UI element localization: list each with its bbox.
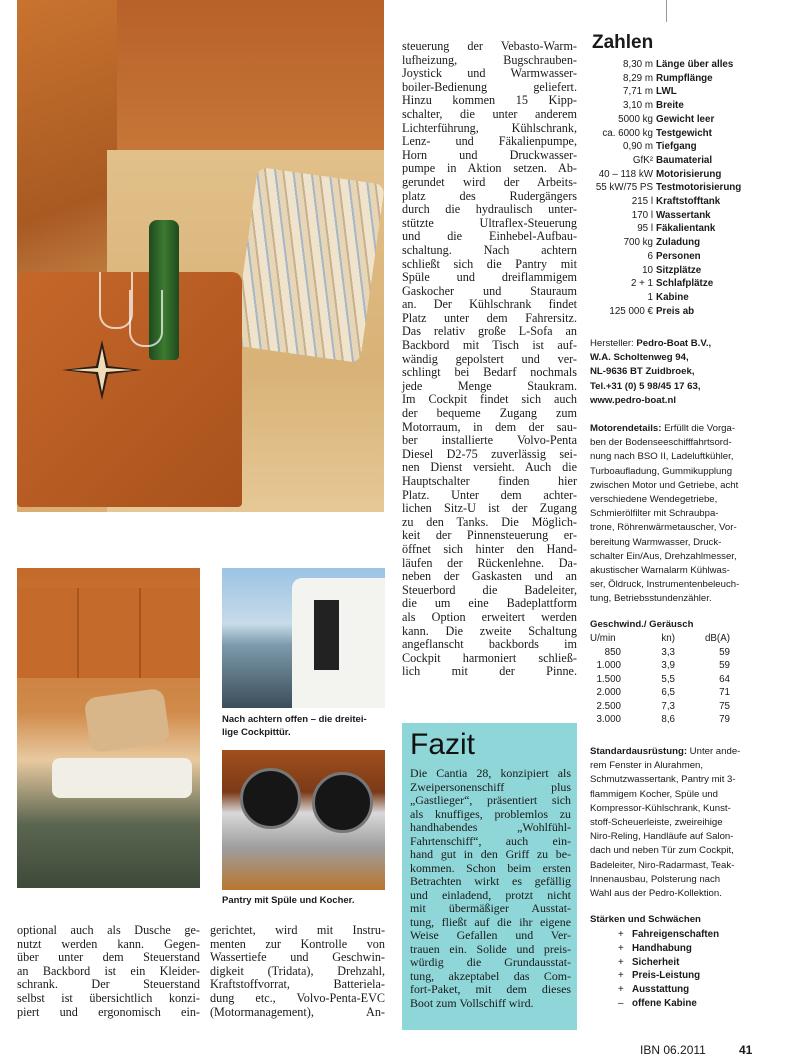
spec-value: 170 l: [631, 209, 653, 221]
fazit-text: [410, 767, 571, 1010]
article-column-1-bottom: [17, 924, 200, 1019]
text-line: (Motormanagement), An-: [210, 1004, 385, 1019]
text-line: an Backbord ist ein Kleider-: [17, 963, 200, 978]
text-line: menten zur Kontrolle von: [210, 936, 385, 951]
pro-con-item: Fahreigenschaften: [632, 929, 720, 940]
text-line: öffnet sich hinter den Hand-: [402, 541, 577, 556]
spec-label: Preis ab: [656, 305, 695, 317]
spec-value: 8,30 m: [623, 59, 653, 70]
speed-cell: 71: [719, 687, 730, 699]
text-line: Schmutzwassertank, Pantry mit 3-: [590, 774, 736, 786]
spec-label: Kraftstofftank: [656, 196, 721, 207]
text-line: Wassertiefe und Geschwin-: [210, 950, 385, 965]
speed-row: [590, 686, 730, 700]
text-line: keit der Pinnensteuerung er-: [402, 528, 577, 543]
col-knots: kn): [661, 633, 675, 645]
data-sidebar: [590, 0, 790, 1030]
spec-label: Baumaterial: [656, 154, 713, 166]
fazit-title: Fazit: [410, 728, 476, 761]
spec-value: 55 kW/75 PS: [595, 182, 653, 194]
spec-row: [590, 209, 790, 223]
col-db: dB(A): [704, 633, 730, 645]
text-line: Hauptschalter finden hier: [402, 474, 577, 488]
speed-table: [590, 632, 730, 727]
text-line: tung, fließt auf die ihr eigene: [410, 914, 571, 929]
text-line: Wahl aus der Pedro-Kollektion.: [590, 888, 722, 900]
spec-row: [590, 291, 790, 305]
speed-cell: 1.000: [596, 660, 621, 672]
spec-value: GfK²: [632, 154, 653, 166]
text-span: Unter ande-: [687, 746, 741, 757]
text-line: Weise Gefallen und Ver-: [410, 928, 571, 942]
speed-cell: 7,3: [661, 700, 675, 712]
cupboards: [17, 588, 200, 678]
text-line: Fahrtenschiff“, auch ein-: [410, 833, 571, 848]
spec-label: Gewicht leer: [656, 113, 715, 125]
speed-cell: 6,5: [661, 687, 675, 699]
text-line: digkeit (Tridata), Drehzahl,: [210, 963, 385, 978]
text-line: Kompressor-Kühlschrank, Kunst-: [590, 802, 731, 814]
text-line: gerichtet, wird mit Instru-: [210, 923, 385, 937]
text-line: Badeleiter, Niro-Radarmast, Teak-: [590, 859, 735, 871]
speed-row: [590, 659, 730, 673]
text-line: Zweipersonenschiff plus: [410, 779, 571, 794]
text-line: über unter dem Steuerstand: [17, 950, 200, 965]
spec-row: [590, 72, 790, 86]
text-line: ber installierte Volvo-Penta: [402, 433, 577, 448]
text-line: mit übermäßiger Ausstat-: [410, 901, 571, 915]
cockpit-door: [314, 600, 339, 670]
speed-row: [590, 646, 730, 660]
spec-row: [590, 181, 790, 195]
text-line: Die Cantia 28, konzipiert als: [410, 766, 571, 780]
text-line: Spüle und dreiflammigem: [402, 270, 577, 285]
text-line: schließt sich die Pantry mit: [402, 256, 577, 271]
spec-row: [590, 250, 790, 264]
text-line: dach und neben Tür zum Cockpit,: [590, 845, 734, 857]
spec-value: 40 – 118 kW: [598, 168, 653, 180]
col-rpm: U/min: [590, 633, 616, 645]
text-line: Joystick und Warmwasser-: [402, 66, 577, 81]
spec-value: 2 + 1: [630, 278, 653, 290]
text-line: Platz. Unter dem achter-: [402, 487, 577, 502]
speed-row: [590, 700, 730, 714]
text-line: lich mit der Pinne.: [402, 664, 577, 679]
text-line: ser, Öldruck, Instrumentenbeleuch-: [590, 579, 740, 591]
speed-cell: 75: [719, 700, 730, 712]
text-line: durch die hydraulisch unter-: [402, 202, 577, 217]
spec-label: LWL: [656, 86, 677, 98]
text-line: stützte Ultraflex-Steuerung: [402, 215, 577, 230]
spec-row: [590, 58, 790, 72]
spec-label: Testmotorisierung: [656, 182, 742, 194]
speed-cell: 3,3: [661, 646, 675, 658]
spec-label: Breite: [656, 100, 684, 112]
pro-con-item: Handhabung: [632, 942, 692, 954]
text-line: Niro-Reling, Handläufe auf Salon-: [590, 831, 734, 843]
text-line: kommen. Schon beim ersten: [410, 860, 571, 875]
text-line: Boot zum Vollschiff wird.: [410, 995, 534, 1010]
speed-cell: 64: [719, 673, 730, 685]
text-line: an. Der Kühlschrank findet: [402, 297, 577, 312]
text-line: als knuffiges, problemlos zu: [410, 806, 571, 821]
text-line: Das relativ große L-Sofa an: [402, 324, 577, 339]
speed-cell: 1.500: [596, 673, 621, 685]
text-line: Cockpit harmoniert schließ-: [402, 650, 577, 665]
text-line: gerundet wird der Arbeits-: [402, 174, 577, 189]
article-column-2: [402, 40, 577, 679]
speed-title: Geschwind./ Geräusch: [590, 619, 694, 630]
spec-row: [590, 127, 790, 141]
text-line: fort-Paket, mit dem dieses: [410, 982, 571, 996]
spec-row: [590, 277, 790, 291]
text-line: kann. Die zweite Schaltung: [402, 623, 577, 638]
spec-value: 215 l: [631, 196, 653, 207]
spec-row: [590, 99, 790, 113]
spec-row: [590, 85, 790, 99]
text-line: wändig gepolstert und ver-: [402, 351, 577, 366]
speed-cell: 5,5: [661, 673, 675, 685]
text-line: Lenz- und Fäkalienpumpe,: [402, 134, 577, 149]
spec-row: [590, 168, 790, 182]
text-line: als Option erweitert werden: [402, 609, 577, 624]
spec-row: [590, 236, 790, 250]
pro-con-item: Preis-Leistung: [632, 970, 701, 982]
speed-cell: 59: [719, 660, 730, 672]
spec-label: Zuladung: [656, 237, 701, 249]
text-line: ben der Bodenseeschifffahrtsord-: [590, 437, 732, 449]
text-line: lichen Sitz-U ist der Zugang: [402, 501, 577, 516]
standard-equipment: [590, 745, 780, 901]
striped-cushion: [233, 167, 384, 363]
text-line: angeflanscht backbords im: [402, 637, 577, 652]
text-line: der bequeme Zugang zum: [402, 406, 577, 421]
spec-label: Wassertank: [656, 209, 711, 221]
speed-cell: 59: [719, 646, 730, 658]
zahlen-title: Zahlen: [592, 32, 654, 53]
text-line: [590, 745, 780, 759]
spec-label: Tiefgang: [656, 141, 697, 153]
spec-label: Sitzplätze: [656, 264, 702, 276]
spec-value: 8,29 m: [623, 72, 653, 84]
text-line: „Gastlieger“, präsentiert sich: [410, 793, 571, 807]
spec-label: Kabine: [656, 291, 689, 303]
text-line: Gaskocher und Stauraum: [402, 283, 577, 298]
speed-row: [590, 713, 730, 727]
text-line: Horn und Druckwasser-: [402, 147, 577, 162]
text-line: boiler-Bedienung geliefert.: [402, 79, 577, 94]
wine-glass: [99, 272, 133, 329]
page-number: 41: [739, 1043, 753, 1057]
text-line: platz des Rudergängers: [402, 188, 577, 203]
speed-cell: 79: [719, 714, 730, 726]
spec-row: [590, 140, 790, 154]
spec-value: 6: [647, 250, 653, 262]
spec-value: 125 000 €: [609, 305, 653, 317]
pro-con-sign: +: [618, 942, 624, 954]
spec-row: [590, 264, 790, 278]
text-line: trauen ein. Solide und preis-: [410, 941, 571, 956]
pillow: [84, 688, 171, 754]
speed-cell: 2.000: [596, 687, 621, 699]
text-line: und die Einhebel-Aufbau-: [402, 229, 577, 244]
text-line: zwischen Motor und Getriebe, acht: [590, 479, 739, 491]
spec-label: Fäkalientank: [656, 223, 716, 235]
spec-row: [590, 222, 790, 236]
folded-blanket: [52, 758, 192, 798]
text-line: piert und ergonomisch ein-: [17, 1004, 200, 1019]
cockpit-caption: Nach achtern offen – die dreitei- lige Cockpittür.: [222, 714, 367, 738]
speed-cell: 3,9: [661, 660, 675, 672]
spec-row: [590, 154, 790, 168]
sink-lid: [312, 772, 373, 833]
wine-glass: [129, 290, 163, 347]
pro-con-item: Sicherheit: [632, 956, 680, 968]
text-line: Schmierölfilter mit Schraubpa-: [590, 508, 719, 520]
spec-label: Personen: [656, 250, 701, 262]
text-line: Backbord mit Tisch ist auf-: [402, 338, 577, 353]
text-line: steuerung der Vebasto-Warm-: [402, 39, 577, 53]
text-line: Hinzu kommen 15 Kipp-: [402, 93, 577, 108]
text-span: Erfüllt die Vorga-: [661, 423, 736, 434]
text-line: läufen der Rückenlehne. Da-: [402, 555, 577, 570]
pro-con-sign: +: [618, 929, 624, 940]
speed-cell: 3.000: [596, 714, 621, 726]
standard-equipment-label: Standardausrüstung:: [590, 746, 688, 757]
cabin-photo: [17, 568, 200, 888]
pantry-caption: Pantry mit Spüle und Kocher.: [222, 895, 355, 906]
spec-label: Rumpflänge: [656, 72, 713, 84]
text-line: flammigem Kocher, Spüle und: [590, 788, 718, 800]
text-line: schlingt bei Bedarf nochmals: [402, 365, 577, 380]
text-line: nung nach BSO II, Ladeluftkühler,: [590, 451, 734, 463]
text-line: Motorraum, in dem der sau-: [402, 419, 577, 434]
engine-details-label: Motorendetails:: [590, 423, 662, 434]
text-line: Innenausbau, Polsterung nach: [590, 873, 721, 885]
text-line: würdig die Grundausstat-: [410, 955, 571, 969]
pantry-photo: [222, 750, 385, 890]
text-line: selbst ist übersichtlich konzi-: [17, 990, 200, 1005]
spec-value: 1: [647, 291, 653, 303]
text-line: Betrachten wirkt es gefällig: [410, 874, 571, 888]
spec-row: [590, 305, 790, 319]
pro-con-item: offene Kabine: [632, 998, 697, 1009]
salon-photo: [17, 0, 384, 512]
spec-value: 0,90 m: [623, 141, 653, 153]
text-line: Platz unter dem Fahrersitz.: [402, 310, 577, 325]
text-line: tung, Betriebsstundenzähler.: [590, 593, 712, 605]
spec-row: [590, 113, 790, 127]
pro-con-sign: +: [618, 970, 624, 982]
speed-row: [590, 673, 730, 687]
text-line: schrank. Der Steuerstand: [17, 977, 200, 992]
text-line: Lichterführung, Kühlschrank,: [402, 120, 577, 135]
text-line: nutzt werden kann. Gegen-: [17, 936, 200, 951]
speed-cell: 850: [604, 646, 621, 658]
manufacturer-info: Hersteller: Pedro-Boat B.V., W.A. Scholtenweg 94, NL-9636 BT Zuidbroek, Tel.+31 (0) 5 98/45 17 63, www.pedro-boat.nl: [590, 338, 712, 406]
text-line: optional auch als Dusche ge-: [17, 923, 200, 937]
text-line: handhabendes „Wohlfühl-: [410, 820, 571, 834]
text-line: pumpe in Aktion setzen. Ab-: [402, 161, 577, 176]
text-line: rem Fenster in Alurahmen,: [590, 760, 704, 772]
text-line: hand gut in den Griff zu be-: [410, 847, 571, 861]
cockpit-photo: [222, 568, 385, 708]
spec-value: 95 l: [637, 223, 653, 235]
text-line: schalter, die unter anderem: [402, 106, 577, 121]
spec-label: Länge über alles: [656, 59, 734, 70]
text-line: schalter Ein/Aus, Drehzahlmesser,: [590, 550, 737, 562]
article-column-2-bottom: [210, 924, 385, 1019]
text-line: nen Dienst versieht. Auch die: [402, 460, 577, 475]
spec-value: 7,71 m: [623, 86, 653, 98]
text-line: schaltung. Nach achtern: [402, 242, 577, 257]
text-line: jede Menge Staukram.: [402, 378, 577, 393]
stove-lid: [240, 768, 301, 829]
text-line: stoff-Scheuerleiste, zweireihige: [590, 817, 723, 829]
text-line: verschiedene Wendegetriebe,: [590, 494, 718, 506]
pro-con-item: Ausstattung: [632, 984, 690, 996]
spec-value: ca. 6000 kg: [602, 127, 653, 139]
spec-value: 10: [642, 264, 653, 276]
text-line: [590, 422, 780, 436]
spec-label: Testgewicht: [656, 127, 712, 139]
pro-con-sign: –: [618, 998, 624, 1009]
compass-rose-icon: [62, 340, 142, 400]
text-line: dung etc., Volvo-Penta-EVC: [210, 990, 385, 1005]
spec-row: [590, 195, 790, 209]
text-line: akustischer Warnalarm Kühlwas-: [590, 565, 730, 577]
engine-details: [590, 422, 780, 607]
text-line: Diesel D2-75 zuverlässig sei-: [402, 446, 577, 461]
text-line: neben der Gaskasten und an: [402, 569, 577, 584]
text-line: und einladend, protzt nicht: [410, 887, 571, 902]
pros-cons-title: Stärken und Schwächen: [590, 914, 701, 925]
speed-cell: 8,6: [661, 714, 675, 726]
text-line: Kraftstoffvorrat, Batteriela-: [210, 977, 385, 992]
spec-value: 700 kg: [623, 237, 653, 249]
text-line: trone, Röhrenwärmetauscher, Vor-: [590, 522, 737, 534]
spec-value: 5000 kg: [618, 113, 653, 125]
text-line: Turboaufladung, Gummikupplung: [590, 465, 733, 477]
text-line: zu den Tanks. Die Möglich-: [402, 514, 577, 529]
speed-cell: 2.500: [596, 700, 621, 712]
spec-value: 3,10 m: [623, 100, 653, 112]
spec-label: Motorisierung: [656, 168, 722, 180]
manufacturer-label: Hersteller:: [590, 338, 634, 349]
text-line: Steuerbord die Badeleiter,: [402, 582, 577, 597]
text-line: lufheizung, Bugschrauben-: [402, 52, 577, 67]
pro-con-sign: +: [618, 956, 624, 968]
text-line: die um eine Badeplattform: [402, 596, 577, 611]
text-line: Im Cockpit findet sich auch: [402, 392, 577, 407]
fazit-box: [402, 723, 577, 1030]
pro-con-sign: +: [618, 984, 624, 996]
text-line: tung, akzeptabel das Com-: [410, 968, 571, 983]
issue-label: IBN 06.2011: [640, 1043, 706, 1057]
text-line: bereitung Warmwasser, Druck-: [590, 536, 722, 548]
spec-label: Schlafplätze: [656, 278, 714, 290]
